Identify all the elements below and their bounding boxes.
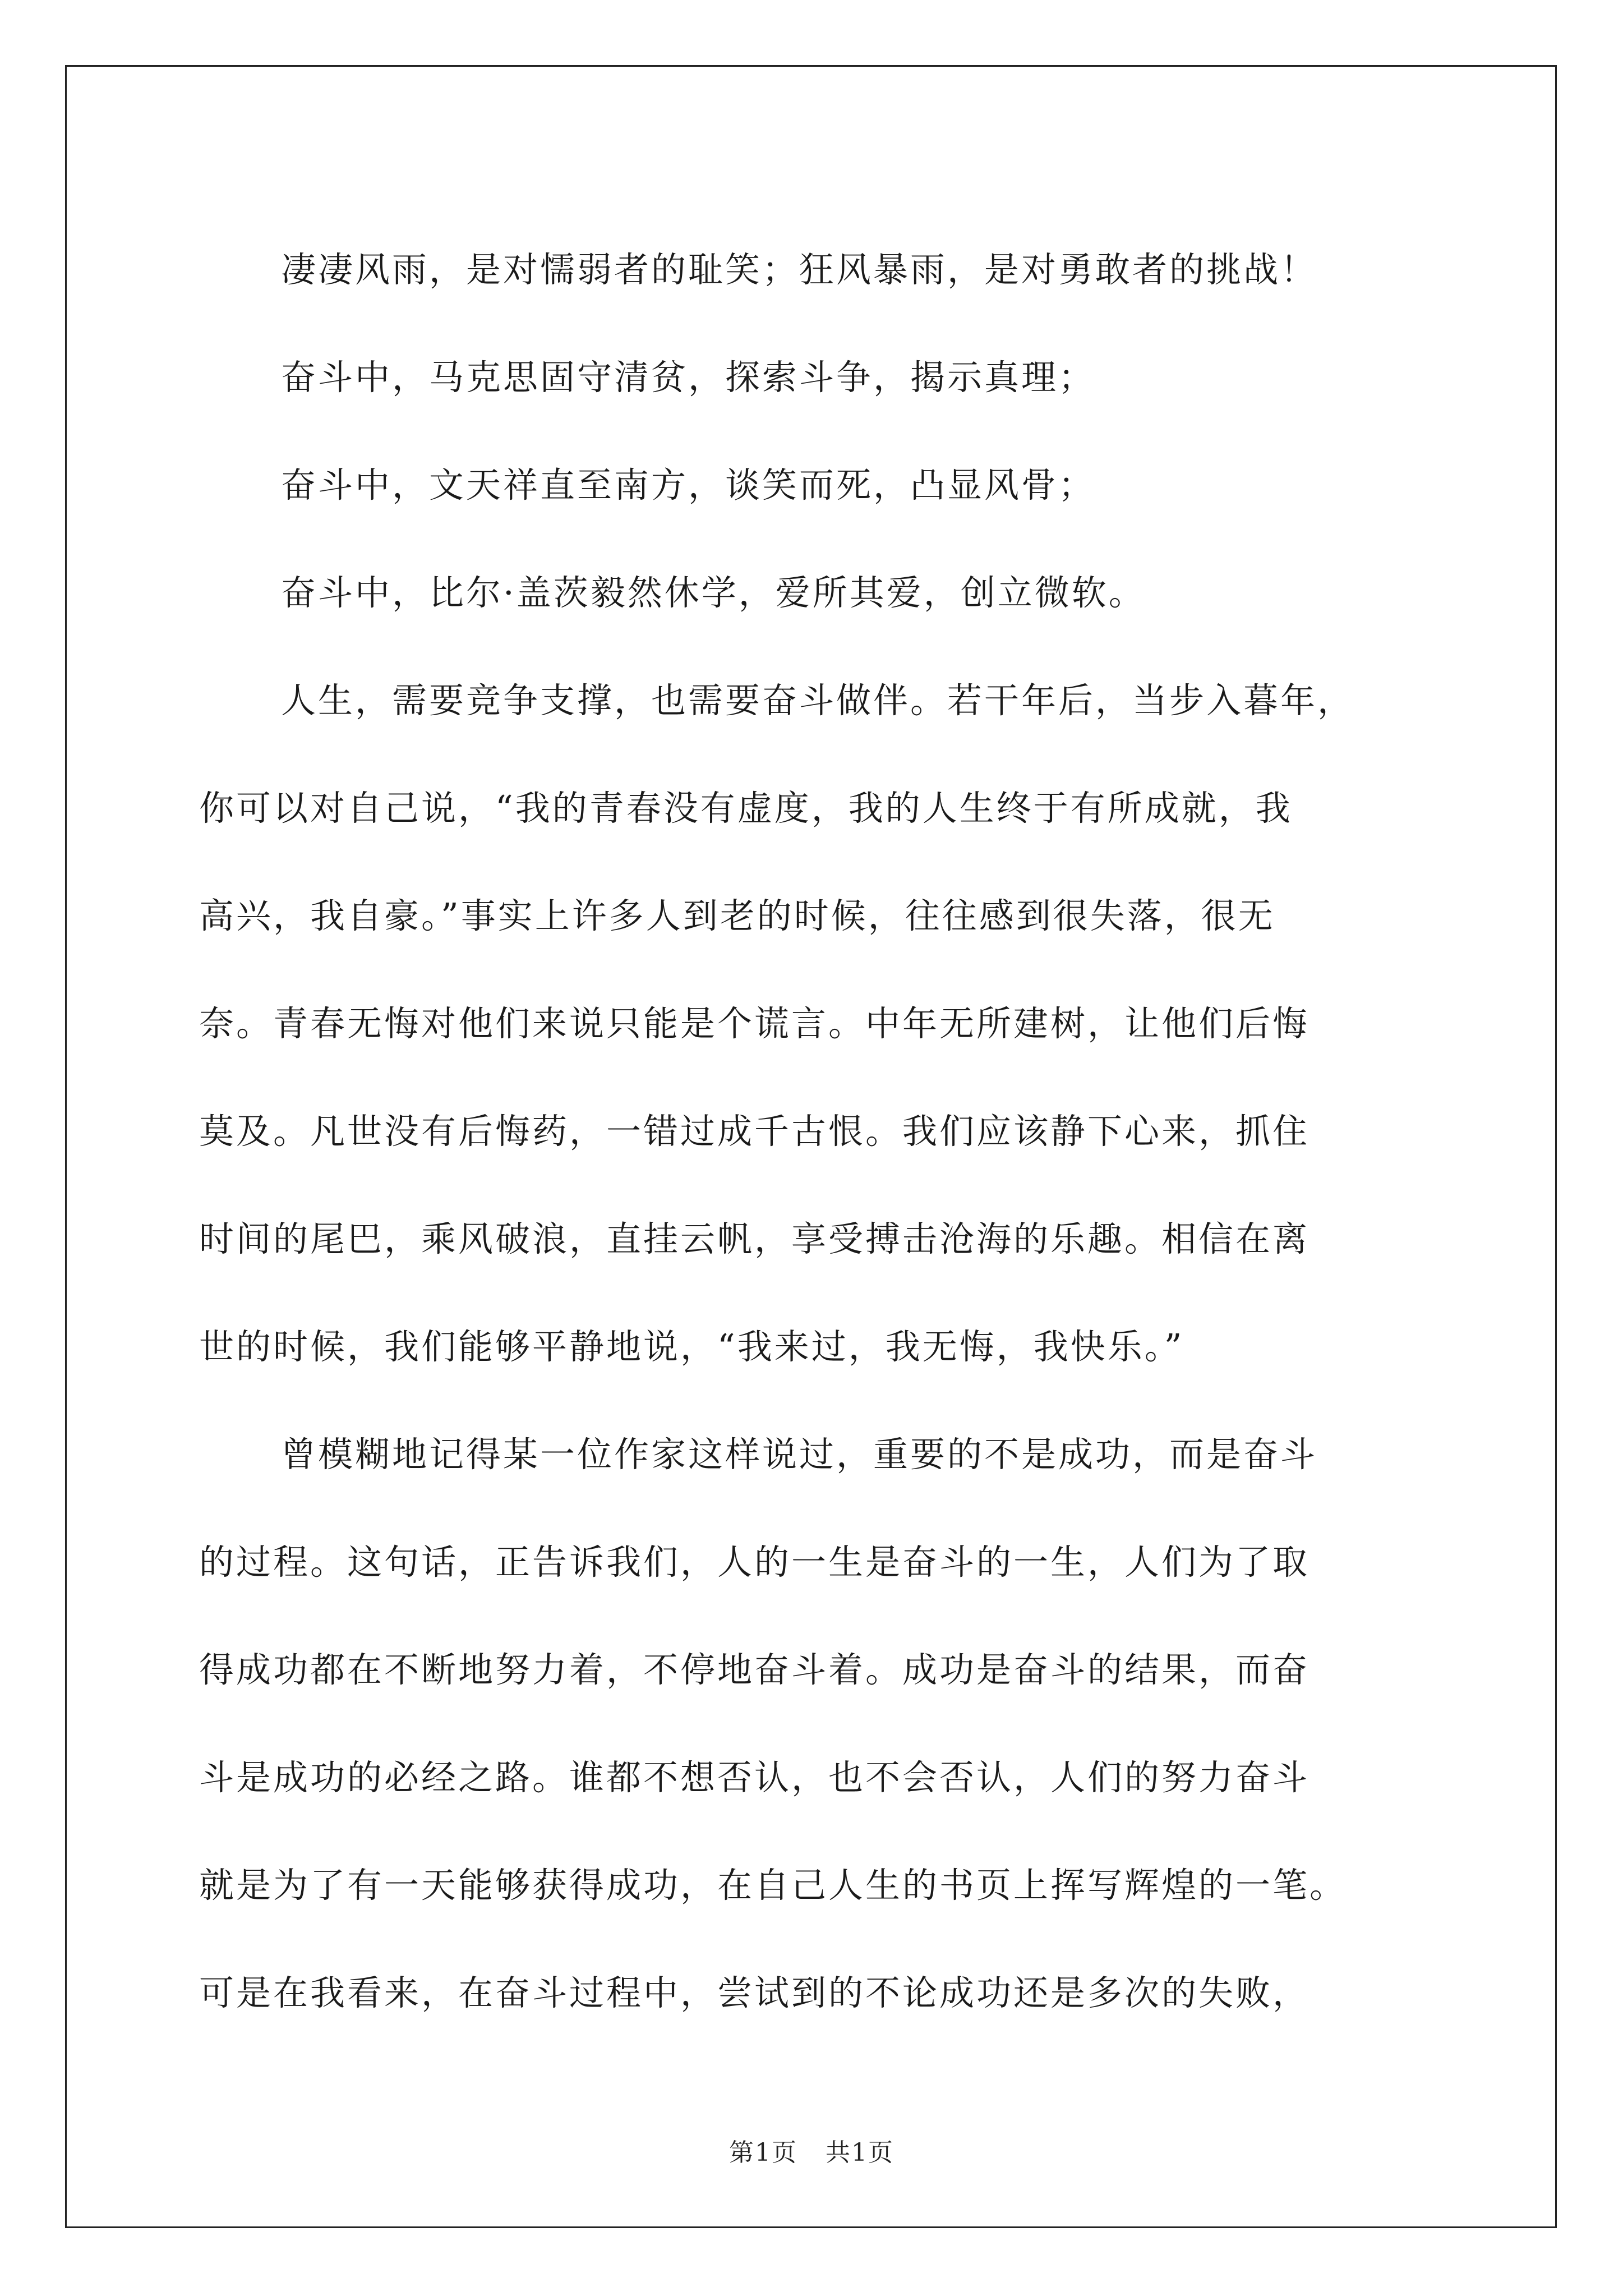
text-line: 凄凄风雨，是对懦弱者的耻笑；狂风暴雨，是对勇敢者的挑战！: [281, 249, 1318, 290]
text-line: 你可以对自己说，“我的青春没有虚度，我的人生终于有所成就，我: [199, 788, 1293, 829]
text-line: 高兴，我自豪。”事实上许多人到老的时候，往往感到很失落，很无: [199, 895, 1275, 936]
document-body: [199, 216, 1467, 2047]
text-line: 得成功都在不断地努力着，不停地奋斗着。成功是奋斗的结果，而奋: [199, 1649, 1310, 1690]
text-line: 时间的尾巴，乘风破浪，直挂云帆，享受搏击沧海的乐趣。相信在离: [199, 1218, 1310, 1259]
text-line: 的过程。这句话，正告诉我们，人的一生是奋斗的一生，人们为了取: [199, 1542, 1310, 1582]
text-line: 斗是成功的必经之路。谁都不想否认，也不会否认，人们的努力奋斗: [199, 1757, 1310, 1798]
text-line: 奈。青春无悔对他们来说只能是个谎言。中年无所建树，让他们后悔: [199, 1003, 1310, 1044]
text-line: 莫及。凡世没有后悔药，一错过成千古恨。我们应该静下心来，抓住: [199, 1111, 1310, 1152]
text-line: 就是为了有一天能够获得成功，在自己人生的书页上挥写辉煌的一笔。: [199, 1865, 1347, 1906]
page-footer: [0, 2136, 1623, 2170]
text-line: 世的时候，我们能够平静地说，“我来过，我无悔，我快乐。”: [199, 1326, 1184, 1367]
page-total: 共1页: [826, 2138, 894, 2167]
text-line: 奋斗中，文天祥直至南方，谈笑而死，凸显风骨；: [281, 464, 1096, 505]
text-line: 奋斗中，比尔·盖茨毅然休学，爱所其爱，创立微软。: [281, 572, 1146, 613]
text-line: 人生，需要竞争支撑，也需要奋斗做伴。若干年后，当步入暮年，: [281, 680, 1355, 721]
page-number: 第1页: [729, 2138, 797, 2167]
text-line: 可是在我看来，在奋斗过程中，尝试到的不论成功还是多次的失败，: [199, 1972, 1310, 2013]
text-line: 曾模糊地记得某一位作家这样说过，重要的不是成功，而是奋斗: [281, 1434, 1318, 1475]
text-line: 奋斗中，马克思固守清贫，探索斗争，揭示真理；: [281, 357, 1096, 398]
